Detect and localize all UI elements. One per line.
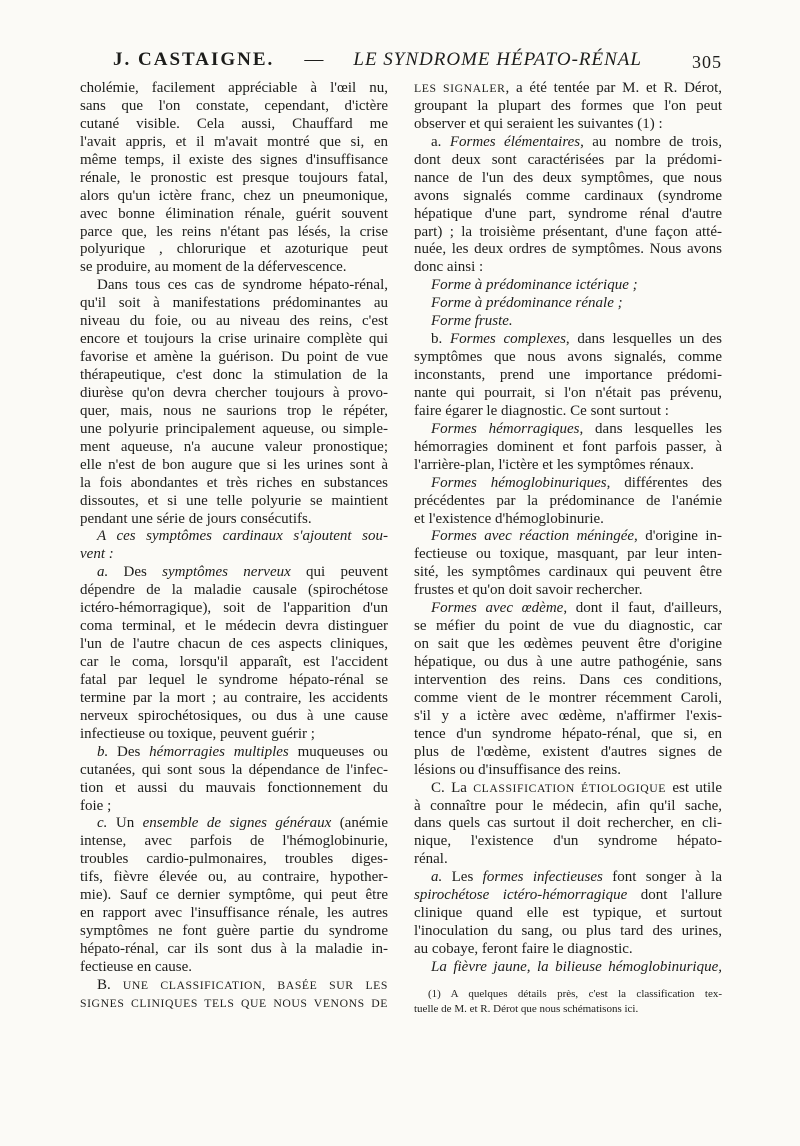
text-line (80, 493, 388, 511)
text-run: b. (431, 331, 450, 348)
text-run: hépatique, ou dus à une autre pathogénie, sans (414, 654, 722, 670)
paragraph (80, 744, 388, 816)
text-line (414, 672, 722, 690)
text-run: infectieuse ou toxique, peuvent guérir ; (80, 725, 315, 742)
small-caps-text-run: SIGNES CLINIQUES TELS QUE NOUS VENONS DE (80, 996, 388, 1010)
text-run: , différentes des (606, 474, 723, 491)
text-line (414, 385, 722, 403)
italic-text-run: Formes avec réaction méningée (431, 528, 635, 545)
text-line (80, 941, 388, 959)
text-run: est utile (666, 779, 723, 796)
text-run: qu'il soit à manifestations prédominantes au (80, 295, 388, 312)
text-run: , dont il faut, d'ailleurs, (563, 600, 722, 617)
text-line (80, 295, 388, 313)
text-run: ment aqueuse, n'a aucune valeur pronostique; (80, 438, 388, 455)
text-line (80, 188, 388, 206)
text-run: sité, les symptômes cardinaux qui peuvent être (414, 564, 722, 581)
small-caps-text-run: UNE CLASSIFICATION, BASÉE SUR LES (122, 978, 388, 992)
text-line (80, 923, 388, 941)
text-run: donc ainsi : (414, 259, 484, 276)
italic-text-run: symptômes nerveux (162, 564, 291, 581)
text-run: favorise et amène la guérison. Du point de vue (80, 349, 388, 366)
italic-text-run: Formes hémoglobinuriques (431, 474, 607, 491)
text-line (80, 869, 388, 887)
text-run: nerveux spirochétosiques, ou dus à une cause (80, 707, 388, 724)
paragraph (414, 959, 722, 977)
paragraph (80, 815, 388, 976)
text-line (80, 385, 388, 403)
italic-text-run: a. (97, 564, 109, 581)
text-line (414, 313, 722, 331)
text-run: nuée, les deux ordres de symptômes. Nous avons (414, 241, 722, 258)
text-line (414, 582, 722, 600)
text-line (80, 421, 388, 439)
text-run: nance de l'un des deux symptômes, que nous (414, 169, 722, 186)
text-line (80, 277, 388, 295)
text-run: font songer à la (602, 869, 722, 886)
text-run: qui peuvent (290, 564, 389, 581)
text-line (80, 313, 388, 331)
text-run: dont deux sont caractérisées par la prédomi- (414, 151, 722, 168)
page-number: 305 (692, 52, 722, 72)
text-line (414, 349, 722, 367)
paragraph (414, 600, 722, 779)
text-run: elle n'est de bon augure que si les urines sont à (80, 456, 388, 473)
text-line (80, 851, 388, 869)
text-line (80, 977, 388, 995)
text-run: car le coma, lorsqu'il apparaît, est l'accident (80, 654, 388, 670)
text-line (414, 726, 722, 744)
text-run: tion et aussi du mauvais fonctionnement du (80, 779, 388, 796)
text-line (414, 923, 722, 941)
text-line (414, 475, 722, 493)
text-line (414, 457, 722, 475)
text-line (414, 564, 722, 582)
text-line (80, 367, 388, 385)
text-run: nante qui pourrait, si l'on n'était pas prévenu, (414, 384, 722, 401)
text-run: une polyurie principalement aqueuse, ou simple- (80, 420, 388, 437)
text-line (80, 636, 388, 654)
text-run: lésions ou d'insuffisance des reins. (414, 761, 621, 778)
text-line (80, 152, 388, 170)
text-run: hémorragies dominent et font parfois passer, à (414, 438, 722, 455)
italic-text-run: ensemble de signes généraux (142, 815, 332, 832)
paragraph (414, 80, 722, 134)
footnote (414, 987, 722, 1016)
text-run: rénale, le pronostic est presque toujours fatal, (80, 169, 388, 186)
text-run: , d'origine in- (634, 528, 722, 545)
text-run: thérapeutique, c'est donc la stimulation de la (80, 367, 388, 383)
text-line (80, 80, 388, 98)
text-run: dont l'allure (627, 887, 723, 904)
text-line (414, 708, 722, 726)
text-run: fatal par lequel le syndrome hépato-rénal se (80, 671, 388, 688)
text-run: cholémie, facilement appréciable à l'œil nu, (80, 80, 388, 96)
text-line (80, 134, 388, 152)
text-run: intervention des reins. Dans ces conditions, (414, 671, 722, 688)
paragraph (414, 134, 722, 278)
text-line (80, 995, 388, 1013)
text-run: troubles cardio-pulmonaires, troubles diges- (80, 851, 388, 868)
text-line (414, 528, 722, 546)
running-head-author: J. CASTAIGNE. (113, 49, 275, 70)
text-run: l'un de l'autre chacun de ces aspects cliniques, (80, 636, 388, 653)
text-run: part) ; la troisième présentant, d'une façon atté- (414, 223, 722, 240)
text-run: , dans lesquelles les (579, 420, 723, 437)
italic-text-run: Formes élémentaires (449, 133, 581, 150)
text-run: C. La (431, 779, 474, 796)
text-run: se produire, au moment de la défervescence. (80, 259, 347, 276)
paragraph (414, 987, 722, 1016)
text-run: même temps, il existe des signes d'insuffisance (80, 151, 388, 168)
text-line (80, 457, 388, 475)
text-run: intense, avec parfois de l'hémoglobinurie, (80, 833, 388, 850)
text-line (80, 798, 388, 816)
text-line (80, 744, 388, 762)
text-line (414, 170, 722, 188)
paragraph (414, 331, 722, 421)
text-run: cutané visible. Cela aussi, Chauffard me (80, 115, 388, 132)
text-run: plus de l'œdème, existent d'autres signes de (414, 743, 722, 760)
text-line (414, 511, 722, 529)
text-run: diurèse qu'on devra chercher toujours à provo- (80, 384, 388, 401)
text-line (414, 798, 722, 816)
text-run: à connaître pour le médecin, afin qu'il sache, (414, 797, 722, 814)
text-run: avec bonne élimination rénale, guérit souvent (80, 205, 388, 222)
italic-text-run: spirochétose ictéro-hémorragique (414, 887, 628, 904)
text-line (414, 600, 722, 618)
text-run: avons signalés comme cardinaux (syndrome (414, 187, 722, 204)
text-line (414, 421, 722, 439)
text-line (414, 259, 722, 277)
small-caps-text-run: CLASSIFICATION ÉTIOLOGIQUE (473, 781, 667, 795)
italic-text-run: vent : (80, 546, 114, 563)
italic-text-run: a. (431, 869, 443, 886)
text-run: frustes et qu'on doit savoir rechercher. (414, 582, 643, 599)
right-text-column (414, 80, 722, 977)
text-line (414, 116, 722, 134)
text-run: tence d'un syndrome hépato-rénal, que si, en (414, 725, 722, 742)
text-line (414, 546, 722, 564)
text-run: rénal. (414, 851, 448, 868)
text-run: nique, l'existence d'un syndrome hépato- (414, 833, 722, 850)
text-line (80, 511, 388, 529)
text-run: observer et qui seraient les suivantes (1) : (414, 115, 663, 132)
paragraph (80, 528, 388, 564)
text-line (414, 188, 722, 206)
text-line (80, 546, 388, 564)
text-line (80, 349, 388, 367)
italic-text-run: formes infectieuses (482, 869, 603, 886)
text-run: cutanées, qui sont sous la dépendance de l'infec- (80, 761, 388, 778)
text-run: clinique quand elle est typique, et surtout (414, 905, 722, 922)
text-line (414, 331, 722, 349)
italic-text-run: Forme fruste. (431, 313, 513, 330)
text-line (80, 654, 388, 672)
text-line (414, 277, 722, 295)
text-line (80, 833, 388, 851)
text-run: , au nombre de trois, (580, 133, 722, 150)
text-line (414, 80, 722, 98)
text-line (414, 815, 722, 833)
text-line (80, 690, 388, 708)
text-run: foie ; (80, 797, 112, 814)
paragraph (80, 80, 388, 277)
text-run: , dans lesquelles un des (565, 331, 723, 348)
text-run: se méfier du point de vue du diagnostic, car (414, 618, 722, 635)
italic-text-run: La fièvre jaune, la bilieuse hémoglobinurique, (431, 958, 722, 975)
text-line (414, 869, 722, 887)
text-run: fectieuse en cause. (80, 958, 193, 975)
text-run: pendant une série de jours consécutifs. (80, 510, 312, 527)
italic-text-run: Formes complexes (449, 331, 566, 348)
text-run: sans que l'on constate, cependant, d'ictère (80, 97, 388, 114)
text-line (80, 170, 388, 188)
paragraph (80, 977, 388, 1013)
running-head (113, 46, 642, 74)
text-line (414, 367, 722, 385)
text-line (80, 905, 388, 923)
text-line (80, 672, 388, 690)
text-line (414, 295, 722, 313)
paragraph (414, 277, 722, 295)
italic-text-run: Forme à prédominance rénale ; (431, 295, 623, 312)
text-run: fectieuse ou toxique, masquant, par leur inten- (414, 546, 722, 563)
italic-text-run: Formes avec œdème (431, 600, 564, 617)
running-head-dash: — (304, 49, 324, 70)
text-run: muqueuses ou (288, 743, 389, 760)
text-run: Un (107, 815, 143, 832)
italic-text-run: b. (97, 743, 109, 760)
text-line (414, 636, 722, 654)
text-line (80, 116, 388, 134)
text-run: mie). Sauf ce dernier symptôme, qui peut être (80, 887, 388, 904)
paragraph (414, 780, 722, 870)
text-line (414, 98, 722, 116)
text-run: hépato-rénal, car ils sont dus à la maladie in- (80, 941, 388, 957)
text-run: quer, mais, nous ne saurions trop le répéter, (80, 402, 388, 419)
text-line (80, 887, 388, 905)
text-line (414, 403, 722, 421)
italic-text-run: c. (97, 815, 108, 832)
text-line (414, 493, 722, 511)
text-run: (1) A quelques détails près, c'est la classification tex- (428, 988, 722, 1000)
text-run: l'arrière-plan, l'ictère et les symptômes rénaux. (414, 456, 694, 473)
text-run: en rapport avec l'insuffisance rénale, les autres (80, 905, 388, 922)
text-line (80, 439, 388, 457)
text-line (80, 403, 388, 421)
text-line (414, 780, 722, 798)
text-line (414, 690, 722, 708)
text-line (80, 241, 388, 259)
text-run: Des (108, 743, 150, 760)
running-head-title: LE SYNDROME HÉPATO-RÉNAL (353, 49, 642, 70)
text-run: B. (97, 976, 123, 993)
text-run: , a été tentée par M. et R. Dérot, (505, 80, 722, 96)
text-line (414, 905, 722, 923)
text-line (414, 959, 722, 977)
text-line (414, 224, 722, 242)
text-line (80, 528, 388, 546)
text-run: tifs, fièvre élevée ou, au contraire, hypother- (80, 869, 388, 886)
text-run: la fois abondantes et très riches en substances (80, 474, 388, 491)
text-line (414, 744, 722, 762)
text-run: groupant la plupart des formes que l'on peut (414, 97, 722, 114)
text-line (80, 564, 388, 582)
text-line (414, 987, 722, 1002)
text-line (80, 582, 388, 600)
text-run: dissoutes, et si une telle polyurie se maintient (80, 492, 388, 509)
paragraph (414, 475, 722, 529)
text-run: symptômes ne font guère partie du syndrome (80, 923, 388, 940)
text-line (414, 887, 722, 905)
text-run: comme vient de le montrer récemment Caroli, (414, 689, 722, 706)
text-run: symptômes que nous avons signalés, comme (414, 349, 722, 366)
text-run: s'il y a ictère avec œdème, n'affirmer l'exis- (414, 707, 722, 724)
text-run: on sait que les œdèmes peuvent être d'origine (414, 636, 722, 653)
text-line (80, 618, 388, 636)
text-line (414, 654, 722, 672)
text-run: ictéro-hémorragique), soit de l'apparition d'un (80, 600, 388, 617)
paragraph (414, 869, 722, 959)
text-run: Dans tous ces cas de syndrome hépato-rénal, (97, 277, 388, 294)
text-line (414, 851, 722, 869)
text-line (80, 206, 388, 224)
text-line (414, 206, 722, 224)
paragraph (80, 277, 388, 528)
text-run: encore et toujours la crise urinaire complète qui (80, 331, 388, 348)
paragraph (80, 564, 388, 743)
text-run: niveau du foie, ou au niveau des reins, c'est (80, 313, 388, 330)
paragraph (414, 421, 722, 475)
text-run: termine par la mort ; au contraire, les accidents (80, 689, 388, 706)
text-run: tuelle de M. et R. Dérot que nous schématisons ici. (414, 1002, 639, 1015)
text-run: a. (431, 133, 450, 150)
text-run: coma terminal, et le médecin devra distinguer (80, 618, 388, 635)
text-run: et l'existence d'hémoglobinurie. (414, 510, 604, 527)
text-run: dépendre de la maladie causale (spirochétose (80, 582, 388, 599)
small-caps-text-run: LES SIGNALER (414, 82, 506, 95)
italic-text-run: Formes hémorragiques (431, 420, 580, 437)
text-run: au cobaye, feront faire le diagnostic. (414, 941, 633, 957)
text-line (414, 241, 722, 259)
left-text-column (80, 80, 388, 1013)
text-line (80, 726, 388, 744)
text-run: (anémie (331, 815, 388, 832)
text-line (80, 762, 388, 780)
italic-text-run: A ces symptômes cardinaux s'ajoutent sou- (97, 528, 388, 545)
text-line (80, 815, 388, 833)
text-run: polyurique , chlorurique et azoturique peut (80, 241, 388, 258)
text-line (80, 331, 388, 349)
text-line (414, 618, 722, 636)
text-line (414, 941, 722, 959)
italic-text-run: Forme à prédominance ictérique ; (431, 277, 638, 294)
text-line (414, 134, 722, 152)
text-run: faire égarer le diagnostic. Ce sont surtout : (414, 402, 669, 419)
text-line (80, 780, 388, 798)
text-run: précédentes par la prédominance de l'anémie (414, 492, 722, 509)
text-run: l'avait appris, et il m'avait montré que si, en (80, 133, 388, 150)
text-line (414, 152, 722, 170)
text-line (414, 762, 722, 780)
text-run: inconstants, prend une importance prédomi- (414, 367, 722, 383)
text-line (80, 475, 388, 493)
text-line (80, 259, 388, 277)
text-line (80, 959, 388, 977)
paragraph (414, 295, 722, 313)
text-line (414, 833, 722, 851)
text-line (80, 98, 388, 116)
text-line (80, 708, 388, 726)
text-line (80, 224, 388, 242)
text-line (80, 600, 388, 618)
text-run: hépatique d'une part, syndrome rénal d'autre (414, 205, 722, 222)
text-run: alors qu'un ictère franc, chez un pneumonique, (80, 187, 388, 204)
text-line (414, 1002, 722, 1017)
paragraph (414, 313, 722, 331)
text-run: dans quels cas surtout il doit rechercher, en cli- (414, 815, 722, 832)
text-run: Des (108, 564, 163, 581)
text-run: l'inoculation du sang, ou plus tard des urines, (414, 923, 722, 940)
text-run: parce que, les reins n'étant pas lésés, la crise (80, 223, 388, 240)
text-line (414, 439, 722, 457)
italic-text-run: hémorragies multiples (149, 743, 289, 760)
text-run: Les (442, 869, 483, 886)
paragraph (414, 528, 722, 600)
